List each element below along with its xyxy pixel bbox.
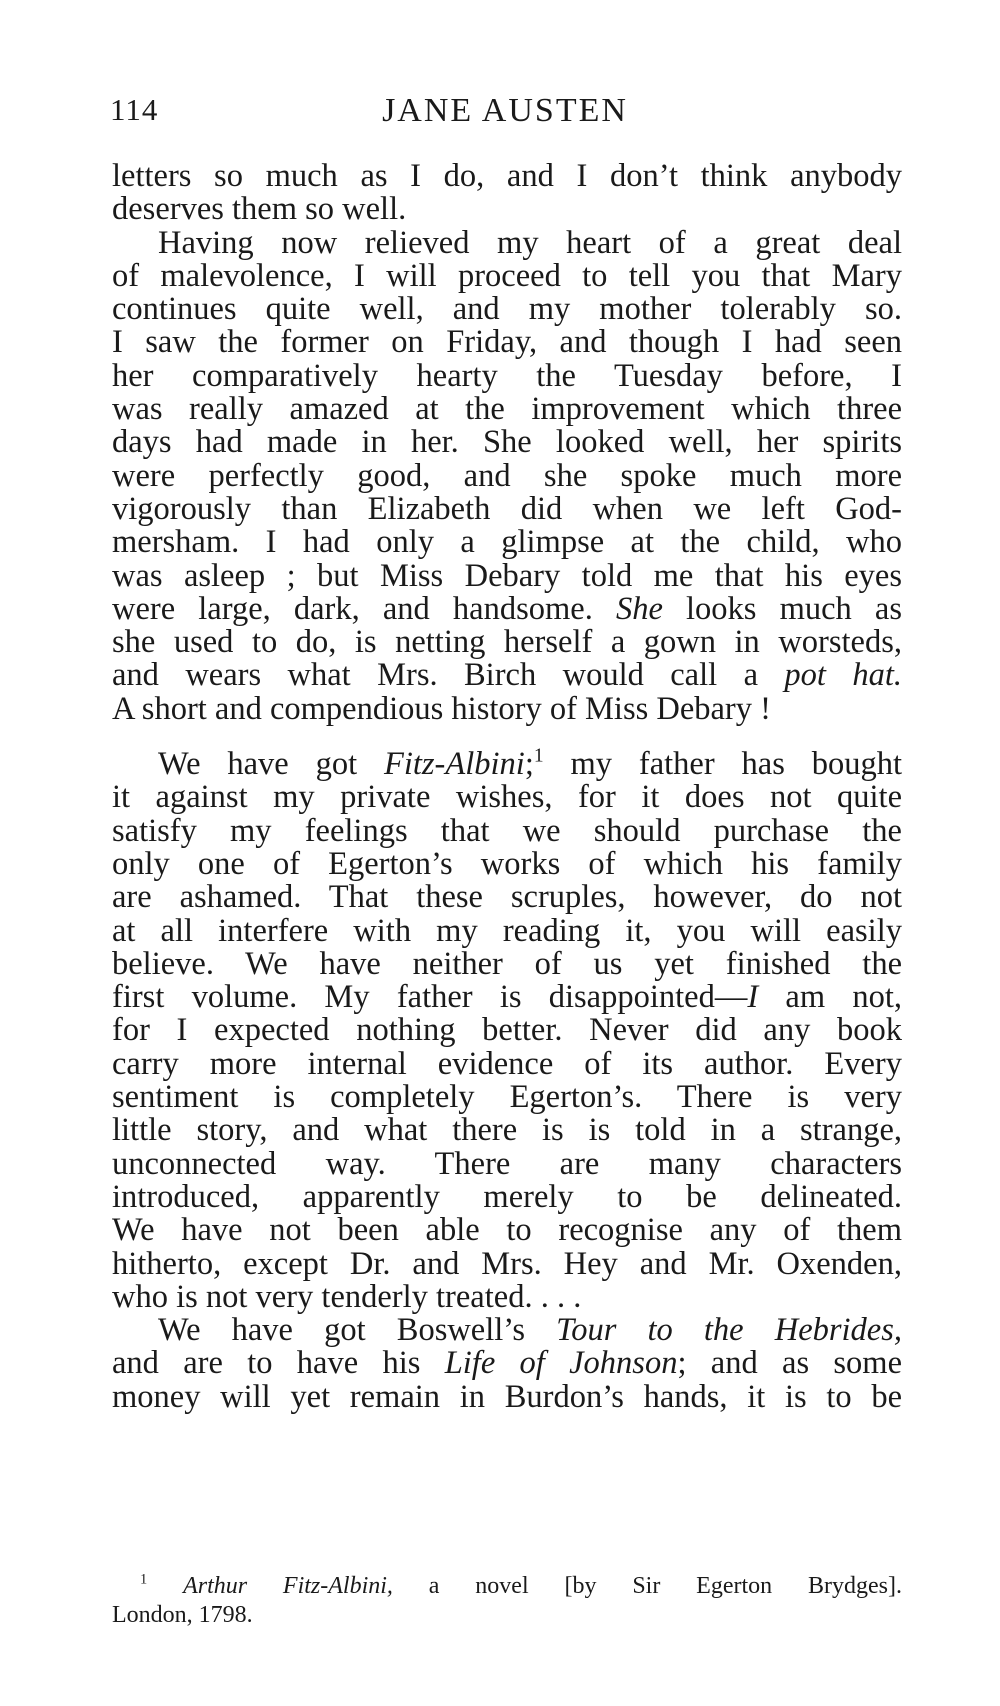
text-line: believe. We have neither of us yet finished the (112, 945, 902, 982)
footnote-title: Arthur Fitz-Albini, (183, 1573, 393, 1599)
footnote-text: a novel [by Sir Egerton Brydges]. (428, 1573, 902, 1599)
text-line: money will yet remain in Burdon’s hands, it is to be (112, 1378, 902, 1415)
italic-text: Tour to the Hebrides, (556, 1312, 903, 1349)
footnote-reference[interactable]: 1 (533, 745, 544, 767)
text-line: for I expected nothing better. Never did any book (112, 1012, 902, 1049)
text-line (112, 745, 902, 783)
footnote-number: 1 (140, 1571, 148, 1588)
italic-text: I (747, 979, 759, 1016)
text-line: who is not very tenderly treated. . . . (112, 1278, 582, 1315)
footnote-block (112, 1572, 902, 1630)
text-line: days had made in her. She looked well, her spirits (112, 424, 902, 461)
text-span: We have got Boswell’s (158, 1312, 525, 1349)
text-line: are ashamed. That these scruples, however, do not (112, 879, 902, 916)
text-line: her comparatively hearty the Tuesday before, I (112, 357, 902, 394)
text-line: deserves them so well. (112, 191, 407, 228)
text-line: A short and compendious history of Miss Debary ! (112, 690, 771, 727)
text-line (112, 1314, 902, 1347)
italic-text: Life of Johnson (444, 1345, 678, 1382)
text-line: sentiment is completely Egerton’s. There is very (112, 1079, 902, 1116)
body-text (112, 160, 902, 1414)
italic-text: Fitz-Albini (384, 746, 525, 783)
text-line: letters so much as I do, and I don’t think anybody (112, 158, 902, 194)
text-line: of malevolence, I will proceed to tell you that Mary (112, 257, 902, 294)
text-line: satisfy my feelings that we should purchase the (112, 812, 902, 849)
text-span: were large, dark, and handsome. (112, 590, 593, 627)
text-line: little story, and what there is is told in a strange, (112, 1112, 902, 1149)
text-line: only one of Egerton’s works of which his family (112, 845, 902, 882)
running-head: JANE AUSTEN (382, 92, 628, 129)
text-line: introduced, apparently merely to be delineated. (112, 1178, 902, 1215)
text-line: she used to do, is netting herself a gown in worsteds, (112, 624, 902, 661)
text-span: ; and as some (677, 1345, 903, 1382)
text-line: were perfectly good, and she spoke much more (112, 457, 902, 494)
text-line: hitherto, except Dr. and Mrs. Hey and Mr. Oxenden, (112, 1245, 902, 1282)
text-line: Having now relieved my heart of a great deal (158, 224, 902, 261)
text-span: ; (524, 746, 534, 783)
page-number: 114 (110, 92, 159, 127)
text-line: unconnected way. There are many characters (112, 1145, 902, 1182)
text-line (112, 981, 902, 1014)
text-span: and are to have his (112, 1345, 421, 1382)
text-line (112, 590, 902, 627)
text-line: mersham. I had only a glimpse at the child, who (112, 524, 902, 561)
footnote-line (112, 1572, 902, 1601)
text-span: first volume. My father is disappointed— (112, 979, 748, 1016)
footnote-line: London, 1798. (112, 1602, 253, 1628)
text-span: my father has bought (570, 746, 902, 783)
text-span: We have got (158, 746, 358, 783)
text-line: vigorously than Elizabeth did when we left God- (112, 490, 902, 527)
italic-text: pot hat. (784, 657, 902, 694)
text-line: it against my private wishes, for it does not quite (112, 779, 902, 816)
text-line: was asleep ; but Miss Debary told me that his eyes (112, 557, 902, 594)
text-span: am not, (785, 979, 903, 1016)
text-line: carry more internal evidence of its author. Every (112, 1045, 902, 1082)
page-header (110, 92, 900, 142)
text-span: looks much as (686, 590, 902, 627)
text-line: continues quite well, and my mother tolerably so. (112, 291, 902, 328)
text-line (112, 1347, 902, 1380)
text-line: We have not been able to recognise any of them (112, 1212, 902, 1249)
text-span: and wears what Mrs. Birch would call a (112, 657, 758, 694)
text-line (112, 659, 902, 692)
text-line: I saw the former on Friday, and though I had seen (112, 324, 902, 361)
paragraph-gap (112, 726, 902, 748)
italic-text: She (615, 590, 663, 627)
text-line: at all interfere with my reading it, you will easily (112, 912, 902, 949)
text-line: was really amazed at the improvement which three (112, 391, 902, 428)
